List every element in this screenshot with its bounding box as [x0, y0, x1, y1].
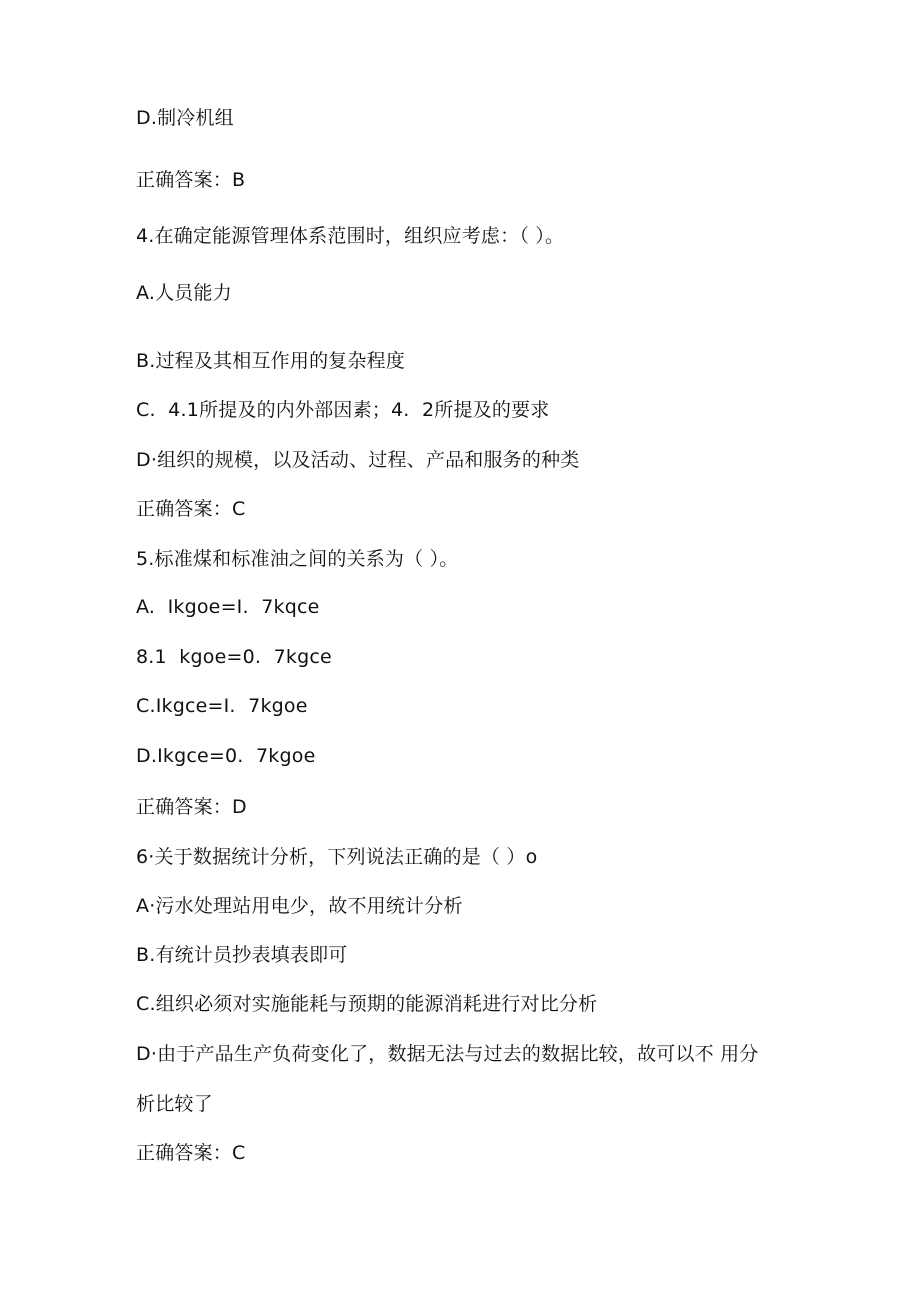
option-c-line: C.组织必须对实施能耗与预期的能源消耗进行对比分析 — [136, 993, 598, 1015]
option-d-line: D.制冷机组 — [136, 107, 234, 129]
option-c-line: C. 4.1所提及的内外部因素；4. 2所提及的要求 — [136, 399, 550, 421]
option-b-line: B.过程及其相互作用的复杂程度 — [136, 350, 406, 372]
question-5: 5.标准煤和标准油之间的关系为（ ）。 — [136, 548, 459, 570]
option-b-line: B.有统计员抄表填表即可 — [136, 944, 348, 966]
answer-line: 正确答案：B — [136, 169, 246, 191]
question-4: 4.在确定能源管理体系范围时，组织应考虑：（ ）。 — [136, 225, 565, 247]
option-a-line: A. Ikgoe=I. 7kqce — [136, 596, 320, 618]
option-a-line: A·污水处理站用电少，故不用统计分析 — [136, 895, 463, 917]
option-c-line: C.Ikgce=I. 7kgoe — [136, 695, 308, 717]
answer-line: 正确答案：D — [136, 796, 247, 818]
option-b-line: 8.1 kgoe=0. 7kgce — [136, 646, 332, 668]
answer-line: 正确答案：C — [136, 498, 246, 520]
option-d-line: D·组织的规模，以及活动、过程、产品和服务的种类 — [136, 449, 580, 471]
option-d-line: D.Ikgce=0. 7kgoe — [136, 745, 316, 767]
answer-line: 正确答案：C — [136, 1142, 246, 1164]
option-d-line: D·由于产品生产负荷变化了，数据无法与过去的数据比较，故可以不 用分 — [136, 1043, 759, 1065]
option-a-line: A.人员能力 — [136, 282, 232, 304]
option-d-continuation: 析比较了 — [136, 1093, 213, 1115]
question-6: 6·关于数据统计分析，下列说法正确的是（ ）o — [136, 846, 538, 868]
